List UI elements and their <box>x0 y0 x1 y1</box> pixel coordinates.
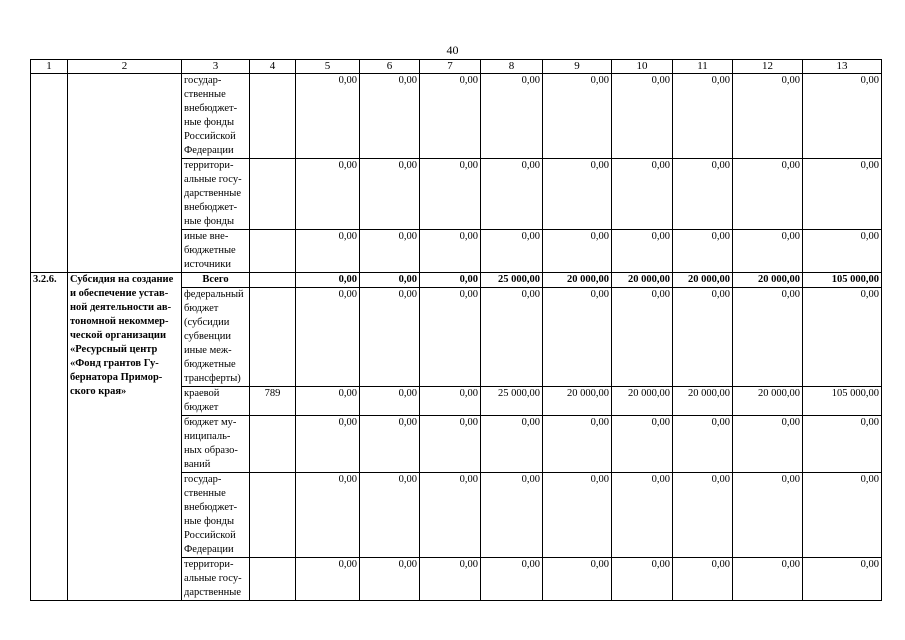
amount-cell: 0,00 <box>420 273 481 288</box>
amount-cell: 0,00 <box>360 74 420 159</box>
item-number: 3.2.6. <box>31 273 68 601</box>
table-row <box>31 273 882 288</box>
amount-cell: 0,00 <box>296 230 360 273</box>
amount-cell: 0,00 <box>543 473 612 558</box>
amount-cell: 0,00 <box>296 416 360 473</box>
amount-cell: 0,00 <box>612 74 673 159</box>
amount-cell: 0,00 <box>673 159 733 230</box>
amount-cell: 0,00 <box>296 74 360 159</box>
item-number-cell <box>31 74 68 273</box>
column-number: 1 <box>31 60 68 74</box>
amount-cell: 0,00 <box>420 74 481 159</box>
budget-code <box>250 558 296 601</box>
amount-cell: 0,00 <box>420 159 481 230</box>
amount-cell: 20 000,00 <box>673 387 733 416</box>
amount-cell: 0,00 <box>673 74 733 159</box>
amount-cell: 0,00 <box>612 558 673 601</box>
column-number: 3 <box>182 60 250 74</box>
amount-cell: 0,00 <box>296 558 360 601</box>
amount-cell: 0,00 <box>803 230 882 273</box>
amount-cell: 0,00 <box>360 473 420 558</box>
amount-cell: 0,00 <box>612 288 673 387</box>
amount-cell: 105 000,00 <box>803 387 882 416</box>
amount-cell: 0,00 <box>733 159 803 230</box>
funding-source: территори- альные госу- дарственные внебюджет- ные фонды <box>182 159 250 230</box>
column-number: 2 <box>68 60 182 74</box>
budget-code <box>250 74 296 159</box>
table-row <box>31 74 882 159</box>
amount-cell: 0,00 <box>803 74 882 159</box>
budget-code: 789 <box>250 387 296 416</box>
amount-cell: 0,00 <box>803 416 882 473</box>
amount-cell: 0,00 <box>803 159 882 230</box>
amount-cell: 0,00 <box>420 558 481 601</box>
column-number: 10 <box>612 60 673 74</box>
amount-cell: 0,00 <box>733 74 803 159</box>
amount-cell: 0,00 <box>360 387 420 416</box>
amount-cell: 0,00 <box>612 159 673 230</box>
budget-code <box>250 416 296 473</box>
amount-cell: 0,00 <box>360 159 420 230</box>
funding-source: бюджет му- ниципаль- ных образо- ваний <box>182 416 250 473</box>
column-number: 12 <box>733 60 803 74</box>
amount-cell: 20 000,00 <box>673 273 733 288</box>
column-number: 13 <box>803 60 882 74</box>
amount-cell: 20 000,00 <box>543 387 612 416</box>
amount-cell: 0,00 <box>360 273 420 288</box>
column-number: 7 <box>420 60 481 74</box>
column-number: 5 <box>296 60 360 74</box>
amount-cell: 0,00 <box>360 416 420 473</box>
column-number: 9 <box>543 60 612 74</box>
amount-cell: 0,00 <box>481 288 543 387</box>
amount-cell: 0,00 <box>673 558 733 601</box>
amount-cell: 0,00 <box>733 288 803 387</box>
amount-cell: 0,00 <box>296 387 360 416</box>
column-number: 6 <box>360 60 420 74</box>
funding-source: государ- ственные внебюджет- ные фонды Российской Федерации <box>182 74 250 159</box>
amount-cell: 0,00 <box>733 558 803 601</box>
amount-cell: 25 000,00 <box>481 273 543 288</box>
budget-code <box>250 230 296 273</box>
amount-cell: 0,00 <box>420 387 481 416</box>
amount-cell: 20 000,00 <box>543 273 612 288</box>
column-number: 8 <box>481 60 543 74</box>
page-number: 40 <box>446 43 459 57</box>
amount-cell: 20 000,00 <box>733 273 803 288</box>
amount-cell: 0,00 <box>481 159 543 230</box>
funding-source: иные вне- бюджетные источники <box>182 230 250 273</box>
amount-cell: 0,00 <box>803 288 882 387</box>
budget-code <box>250 159 296 230</box>
amount-cell: 0,00 <box>481 416 543 473</box>
amount-cell: 0,00 <box>733 473 803 558</box>
amount-cell: 0,00 <box>543 230 612 273</box>
amount-cell: 0,00 <box>420 288 481 387</box>
budget-code <box>250 273 296 288</box>
funding-source: территори- альные госу- дарственные <box>182 558 250 601</box>
amount-cell: 0,00 <box>673 288 733 387</box>
amount-cell: 0,00 <box>543 288 612 387</box>
funding-source: Всего <box>182 273 250 288</box>
amount-cell: 0,00 <box>673 473 733 558</box>
column-number: 4 <box>250 60 296 74</box>
amount-cell: 0,00 <box>360 558 420 601</box>
amount-cell: 0,00 <box>360 230 420 273</box>
amount-cell: 0,00 <box>296 288 360 387</box>
amount-cell: 0,00 <box>296 273 360 288</box>
amount-cell: 0,00 <box>420 473 481 558</box>
amount-cell: 0,00 <box>543 558 612 601</box>
amount-cell: 0,00 <box>420 230 481 273</box>
amount-cell: 0,00 <box>296 473 360 558</box>
budget-code <box>250 473 296 558</box>
amount-cell: 0,00 <box>612 473 673 558</box>
amount-cell: 25 000,00 <box>481 387 543 416</box>
funding-source: государ- ственные внебюджет- ные фонды Российской Федерации <box>182 473 250 558</box>
amount-cell: 0,00 <box>543 159 612 230</box>
amount-cell: 0,00 <box>733 230 803 273</box>
column-number: 11 <box>673 60 733 74</box>
amount-cell: 105 000,00 <box>803 273 882 288</box>
amount-cell: 20 000,00 <box>733 387 803 416</box>
budget-table <box>30 59 882 601</box>
funding-source: краевой бюджет <box>182 387 250 416</box>
amount-cell: 0,00 <box>481 230 543 273</box>
amount-cell: 0,00 <box>803 473 882 558</box>
amount-cell: 0,00 <box>673 230 733 273</box>
amount-cell: 0,00 <box>612 416 673 473</box>
budget-code <box>250 288 296 387</box>
amount-cell: 0,00 <box>543 416 612 473</box>
amount-cell: 0,00 <box>673 416 733 473</box>
item-description: Субсидия на создание и обеспечение устав- ной деятельности ав- тономной некоммер- ческой организации «Ресурсный центр «Фонд грантов Гу- бернатора Примор- ского края» <box>68 273 182 601</box>
amount-cell: 0,00 <box>612 230 673 273</box>
amount-cell: 0,00 <box>733 416 803 473</box>
item-description-cell <box>68 74 182 273</box>
amount-cell: 0,00 <box>420 416 481 473</box>
amount-cell: 0,00 <box>481 473 543 558</box>
amount-cell: 0,00 <box>481 558 543 601</box>
funding-source: федеральный бюджет (субсидии субвенции иные меж- бюджетные трансферты) <box>182 288 250 387</box>
amount-cell: 0,00 <box>360 288 420 387</box>
amount-cell: 20 000,00 <box>612 387 673 416</box>
column-number-row <box>31 60 882 74</box>
amount-cell: 20 000,00 <box>612 273 673 288</box>
amount-cell: 0,00 <box>296 159 360 230</box>
amount-cell: 0,00 <box>543 74 612 159</box>
amount-cell: 0,00 <box>481 74 543 159</box>
amount-cell: 0,00 <box>803 558 882 601</box>
